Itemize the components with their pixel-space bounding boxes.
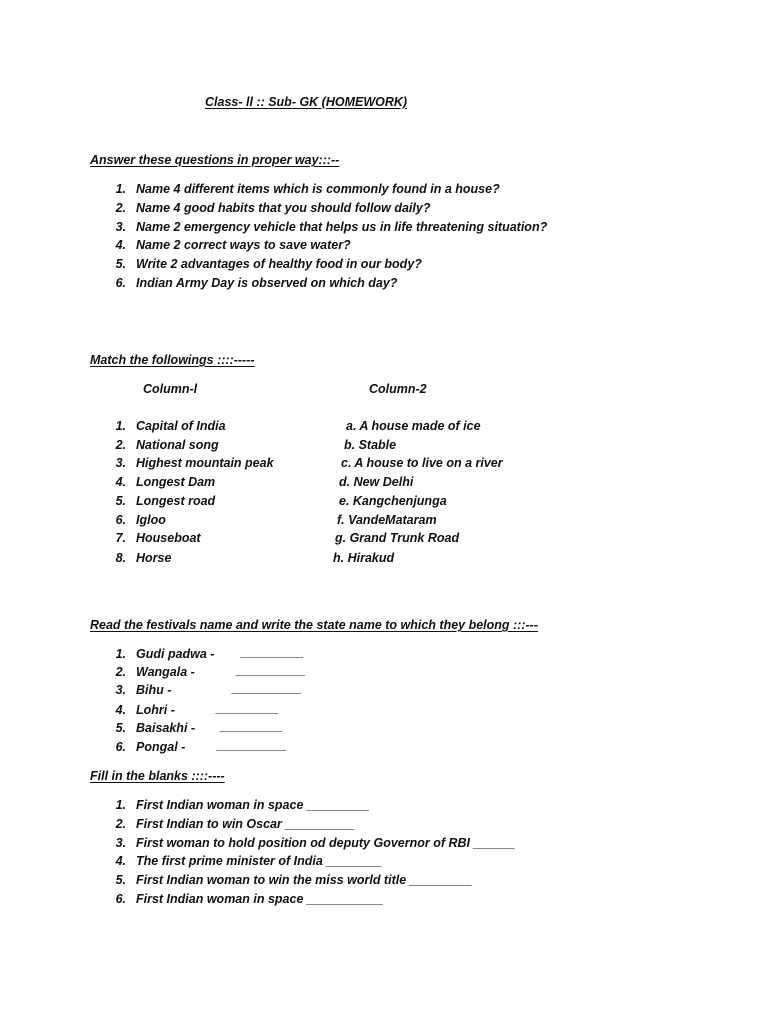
answer-blank: __________ <box>236 663 306 677</box>
item-text: Highest mountain peak <box>136 456 274 470</box>
match-option: d. New Delhi <box>339 475 414 489</box>
item-number: 7. <box>115 531 126 545</box>
item-text: Longest road <box>136 494 216 508</box>
answer-blank: _________ <box>241 645 304 659</box>
match-option: a. A house made of ice <box>346 419 481 433</box>
item-text: Write 2 advantages of healthy food in our body? <box>136 257 422 271</box>
match-option: c. A house to live on a river <box>341 456 503 470</box>
item-number: 2. <box>115 665 126 679</box>
section-heading-festivals: Read the festivals name and write the state name to which they belong :::--- <box>90 618 538 632</box>
item-number: 4. <box>115 703 126 717</box>
item-number: 3. <box>115 220 126 234</box>
item-number: 2. <box>115 817 126 831</box>
item-text: First Indian to win Oscar __________ <box>136 817 355 831</box>
item-number: 2. <box>115 201 126 215</box>
answer-blank: _________ <box>220 719 283 733</box>
item-number: 6. <box>115 276 126 290</box>
item-number: 5. <box>115 257 126 271</box>
match-option: e. Kangchenjunga <box>339 494 447 508</box>
item-number: 6. <box>115 513 126 527</box>
page-title: Class- ll :: Sub- GK (HOMEWORK) <box>205 95 408 109</box>
item-text: Lohri - <box>136 703 175 717</box>
item-text: Indian Army Day is observed on which day? <box>136 276 398 290</box>
section-heading-match: Match the followings ::::----- <box>90 353 255 367</box>
item-text: First woman to hold position od deputy Governor of RBI ______ <box>136 836 516 850</box>
item-text: Baisakhi - <box>136 721 196 735</box>
item-text: Horse <box>136 551 172 565</box>
item-text: The first prime minister of India ________ <box>136 854 382 868</box>
item-text: Igloo <box>136 513 166 527</box>
item-text: Bihu - <box>136 683 172 697</box>
item-text: Pongal - <box>136 740 186 754</box>
column-1-header: Column-l <box>143 382 198 396</box>
match-option: h. Hirakud <box>333 551 395 565</box>
item-number: 5. <box>115 494 126 508</box>
item-text: Longest Dam <box>136 475 216 489</box>
item-text: Name 4 different items which is commonly found in a house? <box>136 182 500 196</box>
item-number: 3. <box>115 836 126 850</box>
section-heading-blanks: Fill in the blanks ::::---- <box>90 769 225 783</box>
item-text: Name 2 correct ways to save water? <box>136 238 351 252</box>
answer-blank: __________ <box>217 738 287 752</box>
answer-blank: _________ <box>216 701 279 715</box>
item-text: Capital of India <box>136 419 226 433</box>
column-2-header: Column-2 <box>369 382 427 396</box>
item-text: First Indian woman in space _________ <box>136 798 370 812</box>
item-text: Gudi padwa - <box>136 647 215 661</box>
item-text: Houseboat <box>136 531 201 545</box>
item-number: 3. <box>115 683 126 697</box>
match-option: g. Grand Trunk Road <box>335 531 460 545</box>
item-text: Wangala - <box>136 665 195 679</box>
item-number: 1. <box>115 419 126 433</box>
item-number: 5. <box>115 873 126 887</box>
item-text: National song <box>136 438 219 452</box>
item-text: Name 2 emergency vehicle that helps us in life threatening situation? <box>136 220 548 234</box>
item-number: 4. <box>115 854 126 868</box>
item-text: First Indian woman in space ___________ <box>136 892 384 906</box>
item-number: 4. <box>115 238 126 252</box>
item-number: 8. <box>115 551 126 565</box>
item-number: 2. <box>115 438 126 452</box>
item-number: 1. <box>115 182 126 196</box>
answer-blank: __________ <box>232 681 302 695</box>
item-number: 6. <box>115 740 126 754</box>
section-heading-questions: Answer these questions in proper way:::-- <box>90 153 340 167</box>
item-text: Name 4 good habits that you should follow daily? <box>136 201 431 215</box>
match-option: b. Stable <box>344 438 397 452</box>
match-option: f. VandeMataram <box>337 513 437 527</box>
item-number: 5. <box>115 721 126 735</box>
item-number: 4. <box>115 475 126 489</box>
item-number: 1. <box>115 798 126 812</box>
item-number: 6. <box>115 892 126 906</box>
item-text: First Indian woman to win the miss world title _________ <box>136 873 473 887</box>
item-number: 1. <box>115 647 126 661</box>
item-number: 3. <box>115 456 126 470</box>
